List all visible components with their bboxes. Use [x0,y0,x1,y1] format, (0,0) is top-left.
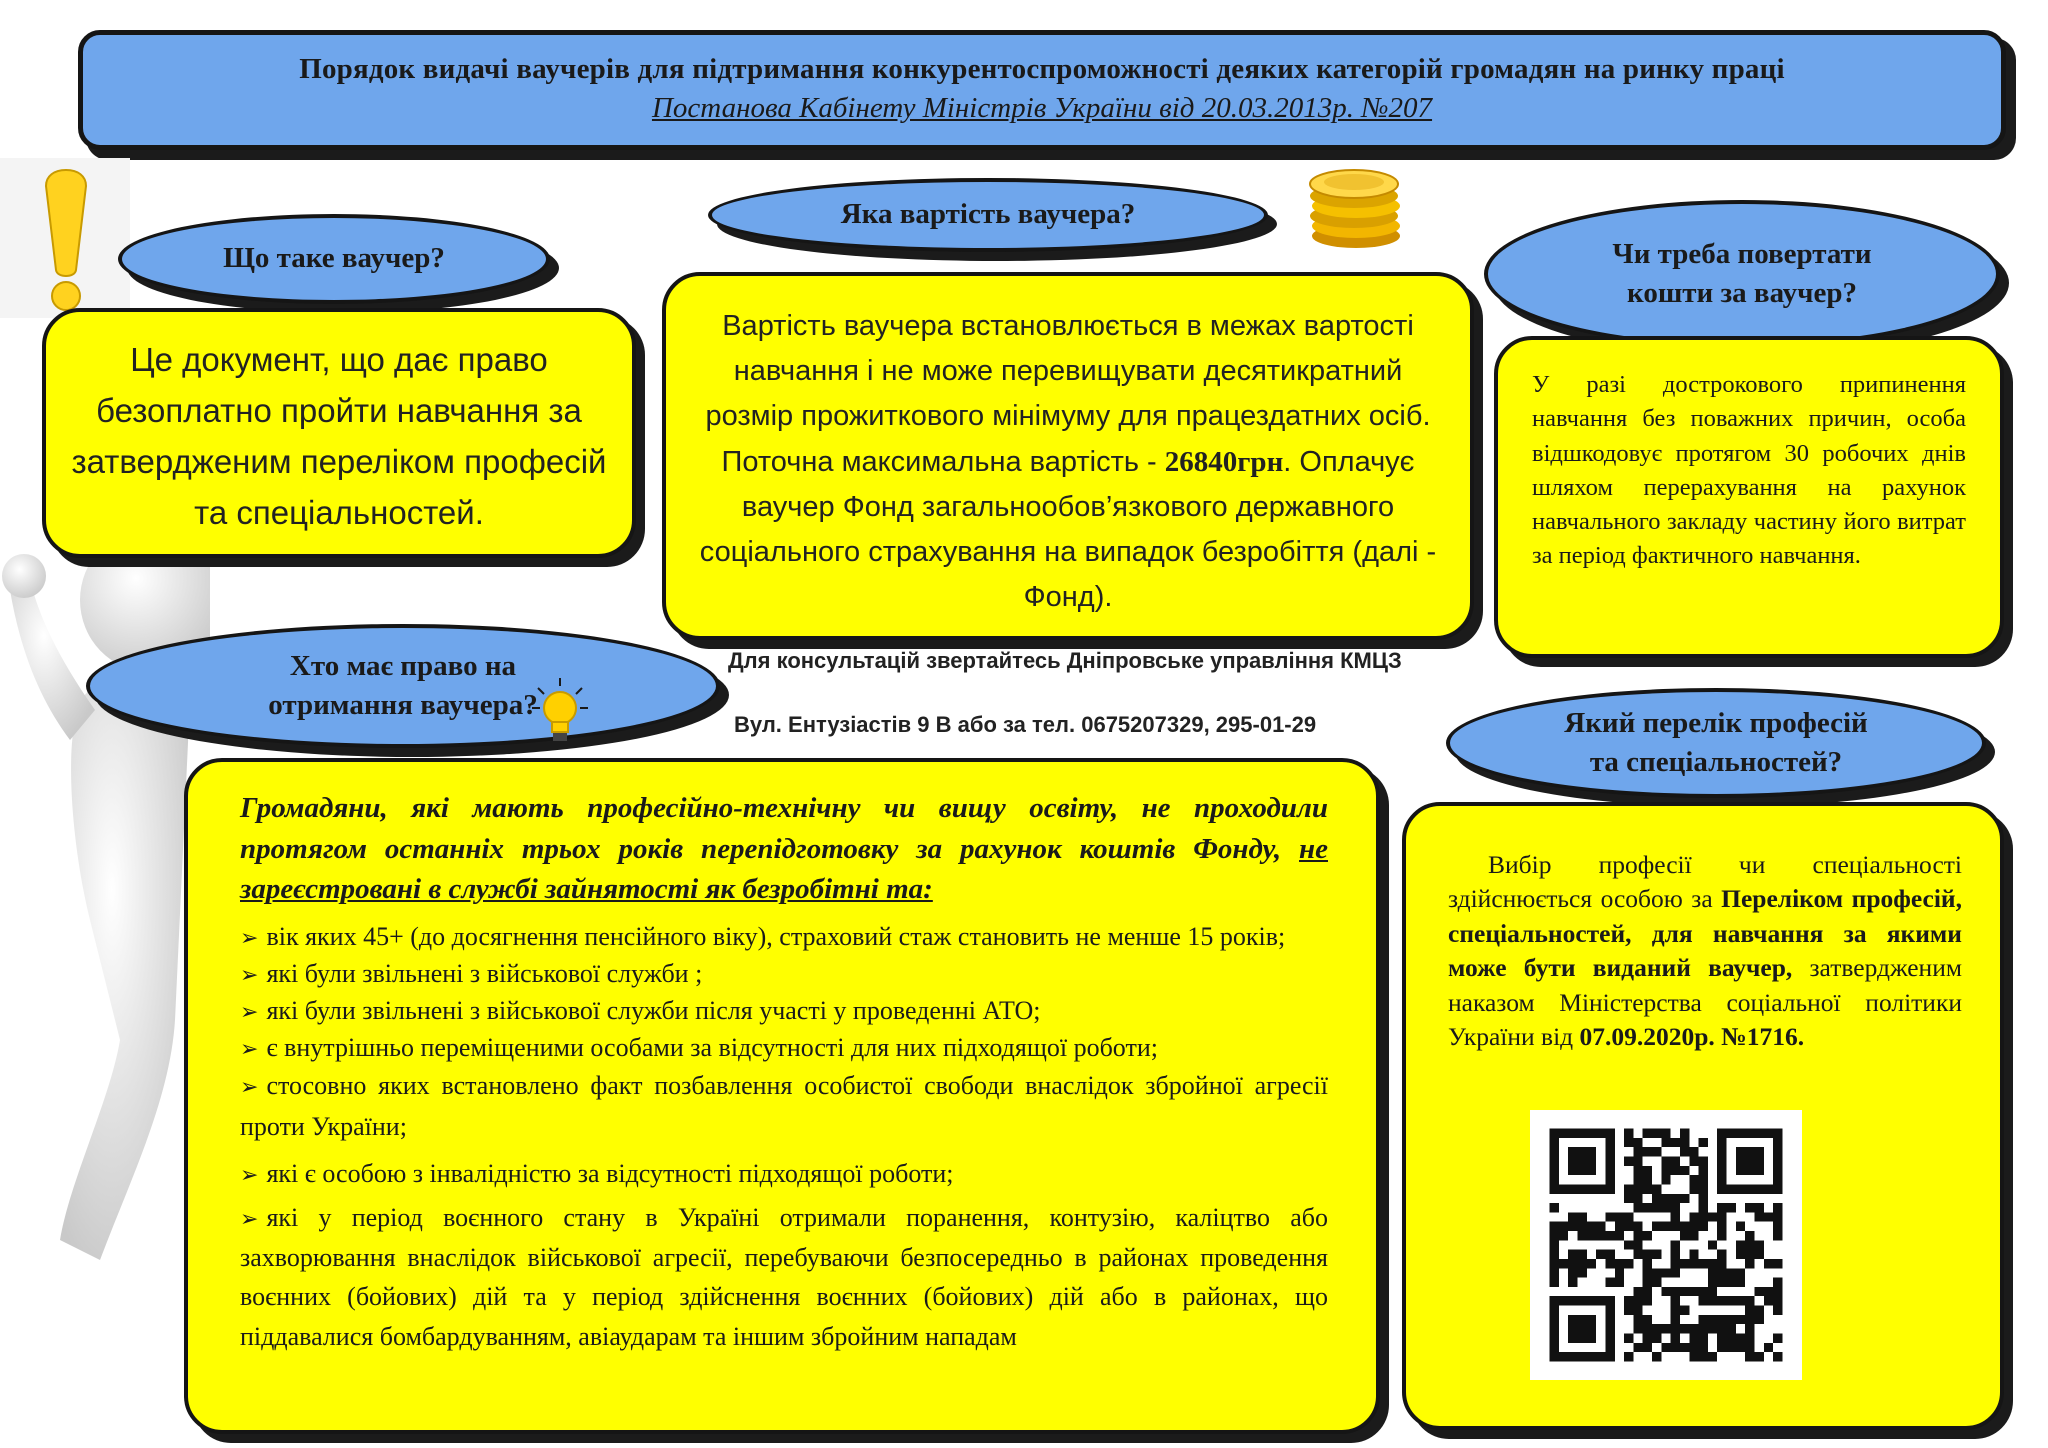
question-line2: кошти за ваучер? [1627,277,1857,309]
list-item-text: які є особою з інвалідністю за відсутності підходящої роботи; [266,1159,954,1189]
question-label: Що таке ваучер? [223,242,445,275]
answer-voucher-cost [662,272,1474,640]
list-item-text: стосовно яких встановлено факт позбавлення особистої свободи внаслідок збройної агресії проти України; [240,1071,1328,1141]
list-item [240,1198,1328,1356]
coins-icon [1298,160,1410,250]
header-banner [78,30,2006,150]
eligibility-lead [240,788,1328,910]
eligibility-lead-text: Громадяни, які мають професійно-технічну чи вищу освіту, не проходили протягом останніх трьох років перепідготовку за рахунок коштів Фонду, [240,792,1328,865]
decree-link[interactable]: Постанова Кабінету Міністрів України від 20.03.2013р. №207 [651,92,1433,124]
professions-text-part1: Вибір професії чи спеціальності здійснюється особою за [1448,850,1962,914]
question-line2: та спеціальностей? [1589,746,1843,778]
professions-order-date: 07.09.2020р. №1716. [1579,1022,1805,1052]
question-what-is-voucher [118,214,550,304]
professions-list-name: Переліком професій, спеціальностей, для навчання за якими може бути виданий ваучер, [1448,884,1962,983]
answer-what-is-voucher [42,308,636,558]
arrow-bullet-icon: ➢ [240,1163,259,1189]
question-eligibility [86,624,720,748]
answer-refund [1494,336,2004,658]
question-voucher-cost [708,178,1268,252]
exclamation-icon [0,158,130,318]
arrow-bullet-icon: ➢ [240,962,259,988]
list-item [240,1155,1328,1192]
list-item-text: які були звільнені з військової служби ; [266,958,703,988]
arrow-bullet-icon: ➢ [240,925,259,951]
list-item [240,992,1328,1029]
contact-line2[interactable]: Вул. Ентузіастів 9 В або за тел. 0675207329, 295-01-29 [734,712,1317,737]
professions-paragraph [1448,848,1962,1055]
lightbulb-icon [530,676,590,746]
page-title: Порядок видачі ваучерів для підтримання конкурентоспроможності деяких категорій громадян на ринку праці [299,53,1785,85]
cost-amount: 26840грн [1164,445,1284,478]
list-item-text: які у період воєнного стану в Україні отримали поранення, контузію, каліцтво або захворювання внаслідок військової агресії, перебуваючи безпосередньо в районах проведення воєнних (бойових) дій та у період здійснення воєнних (бойових) дій або в районах, що піддавалися бомбардуванням, авіаударам та іншим збройним нападам [240,1203,1328,1351]
question-line1: Який перелік професій [1564,706,1868,739]
arrow-bullet-icon: ➢ [240,1075,259,1101]
question-line2: отримання ваучера? [268,689,538,721]
question-line1: Хто має право на [289,649,517,682]
arrow-bullet-icon: ➢ [240,1000,259,1026]
answer-text: Це документ, що дає право безоплатно пройти навчання за затвердженим переліком професій та спеціальностей. [71,341,607,532]
list-item-text: вік яких 45+ (до досягнення пенсійного віку), страховий стаж становить не менше 15 років; [266,921,1286,951]
eligibility-lead-underlined: не зареєстровані в службі зайнятості як безробітні та: [240,832,1328,906]
arrow-bullet-icon: ➢ [240,1207,259,1233]
contact-line1: Для консультацій звертайтесь Дніпровське управління КМЦЗ [728,648,1402,673]
answer-eligibility [184,758,1380,1434]
cost-text-part1: Вартість ваучера встановлюється в межах вартості навчання і не може перевищувати десятикратний розмір прожиткового мінімуму для працездатних осіб. Поточна максимальна вартість - [705,310,1431,478]
question-refund [1484,200,2000,348]
cost-text-part2: . Оплачує ваучер Фонд загальнообов’язкового державного соціального страхування на випадок безробіття (далі - Фонд). [699,445,1437,614]
list-item [240,1066,1328,1147]
question-professions-list [1446,688,1986,798]
list-item [240,1029,1328,1066]
list-item-text: є внутрішньо переміщеними особами за відсутності для них підходящої роботи; [266,1033,1158,1063]
question-label: Яка вартість ваучера? [840,198,1136,231]
answer-text: У разі дострокового припинення навчання без поважних причин, особа відшкодовує протягом 30 робочих днів шляхом перерахування на рахунок навчального закладу частину його витрат за період фактичного навчання. [1532,371,1966,570]
arrow-bullet-icon: ➢ [240,1037,259,1063]
qr-code-icon[interactable] [1530,1110,1802,1380]
professions-text-part2: затвердженим наказом Міністерства соціальної політики України від [1448,953,1962,1052]
list-item-text: які були звільнені з військової служби після участі у проведенні АТО; [266,996,1041,1026]
question-line1: Чи треба повертати [1612,237,1872,270]
list-item [240,955,1328,992]
list-item [240,918,1328,955]
